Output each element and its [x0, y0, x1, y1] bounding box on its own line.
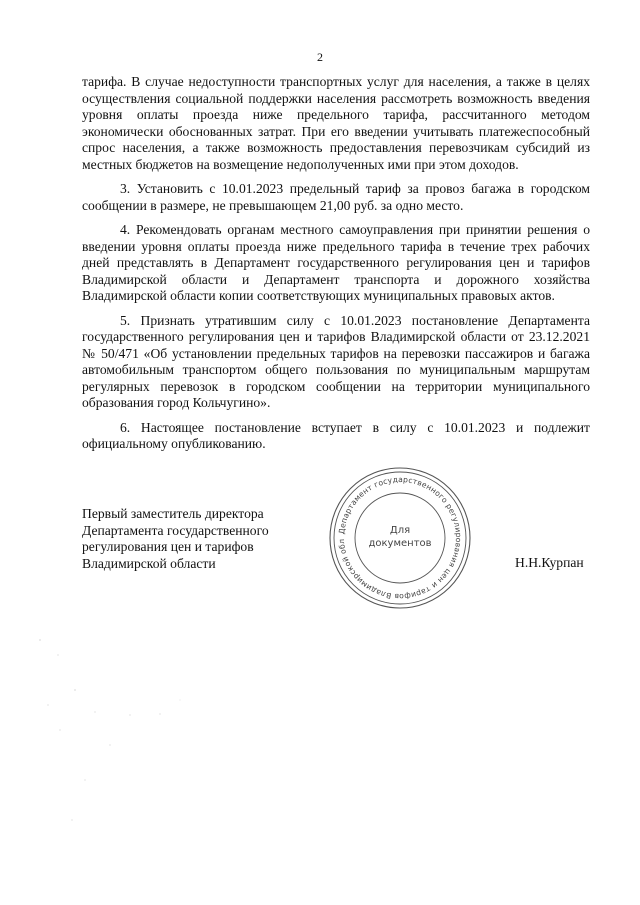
stamp-center-line: Для [389, 525, 411, 536]
paragraph-4: 4. Рекомендовать органам местного самоуправления при принятии решения о введении уровня оплаты проезда ниже предельного тарифа в течение трех рабочих дней представлять в Департамент государственного регулирования цен и тарифов Владимирской области и Департамент транспорта и дорожного хозяйства Владимирской области копии соответствующих муниципальных правовых актов. [82, 222, 590, 303]
stamp-ring-text: Департамент государственного регулирования цен и тарифов Владимирской обл [336, 474, 464, 602]
signer-line: Владимирской области [82, 555, 216, 571]
paragraph-6: 6. Настоящее постановление вступает в силу с 10.01.2023 и подлежит официальному опубликованию. [82, 419, 590, 451]
page-number: 2 [317, 50, 323, 64]
signer-line: Первый заместитель директора [82, 506, 264, 521]
paragraph-5: 5. Признать утратившим силу с 10.01.2023 постановление Департамента государственного регулирования цен и тарифов Владимирской области от 23.12.2021 № 50/471 «Об установлении предельных тарифов на перевозки пассажиров и багажа автомобильным транспортом общего пользования по муниципальным маршрутам регулярных перевозок в городском сообщении на территории муниципального образования город Кольчугино». [82, 312, 590, 410]
signature-name: Н.Н.Курпан [515, 555, 584, 570]
stamp-center-line: документов [368, 538, 432, 549]
paragraph-3: 3. Установить с 10.01.2023 предельный тариф за провоз багажа в городском сообщении в размере, не превышающем 21,00 руб. за одно место. [82, 181, 590, 213]
paragraph-2-continued: тарифа. В случае недоступности транспортных услуг для населения, а также в целях осуществления социальной поддержки населения рассмотреть возможность введения уровня оплаты проезда ниже предельного тарифа, рассчитанного методом экономически обоснованных затрат. При его введении учитывать платежеспособный спрос населения, а также возможность предоставления перевозчикам субсидий из местных бюджетов на возмещение недополученных ими при этом доходов. [82, 74, 590, 172]
signer-line: регулирования цен и тарифов [82, 539, 254, 554]
signer-line: Департамента государственного [82, 522, 269, 538]
